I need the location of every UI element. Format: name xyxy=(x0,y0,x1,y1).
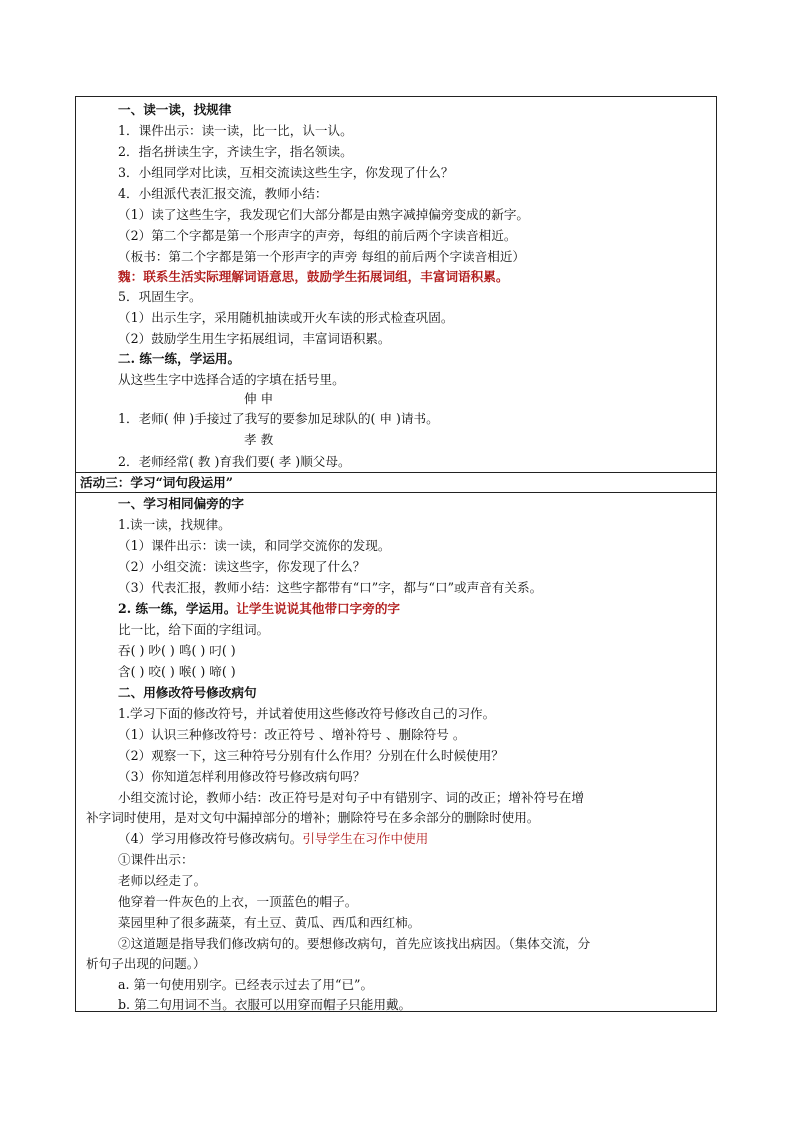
text-line: 小组交流讨论，教师小结：改正符号是对句子中有错别字、词的改正；增补符号在增 xyxy=(118,790,584,805)
text-line: （板书：第二个字都是第一个形声字的声旁 每组的前后两个字读音相近） xyxy=(118,249,526,264)
text-line: 5．巩固生字。 xyxy=(118,289,202,304)
text-line: 3．小组同学对比读，互相交流读这些生字，你发现了什么？ xyxy=(118,165,454,180)
text-line: 析句子出现的问题。） xyxy=(86,956,206,971)
exercise-line: 1．老师( 伸 )手接过了我写的要参加足球队的( 申 )请书。 xyxy=(118,411,439,426)
text-line: 1．课件出示：读一读，比一比，认一认。 xyxy=(118,123,353,138)
teacher-note: 让学生说说其他带口字旁的字 xyxy=(236,601,401,616)
sample-sentence: 他穿着一件灰色的上衣，一顶蓝色的帽子。 xyxy=(118,894,358,909)
text-line: （1）读了这些生字，我发现它们大部分都是由熟字减掉偏旁变成的新字。 xyxy=(118,207,530,222)
text-line: 1.读一读，找规律。 xyxy=(118,517,231,532)
row-divider xyxy=(76,472,716,473)
text-line: 2．指名拼读生字，齐读生字，指名领读。 xyxy=(118,144,353,159)
section-heading: 二. 练一练，学运用。 xyxy=(118,351,241,366)
text-line: （1）出示生字，采用随机抽读或开火车读的形式检查巩固。 xyxy=(118,310,454,325)
text-line: 4．小组派代表汇报交流，教师小结： xyxy=(118,186,328,201)
row-divider xyxy=(76,492,716,493)
text-line: 比一比，给下面的字组词。 xyxy=(118,622,270,637)
text-line: a. 第一句使用别字。已经表示过去了用“已”。 xyxy=(118,977,374,992)
word-choices: 伸 申 xyxy=(244,391,274,406)
exercise-row: 含( ) 咬( ) 喉( ) 啼( ) xyxy=(118,664,236,679)
text-line: 从这些生字中选择合适的字填在括号里。 xyxy=(118,372,345,387)
text-line: 补字词时使用，是对文句中漏掉部分的增补；删除符号在多余部分的删除时使用。 xyxy=(86,810,540,825)
sample-sentence: 老师以经走了。 xyxy=(118,873,207,888)
word-choices: 孝 教 xyxy=(244,432,274,447)
exercise-row: 吞( ) 吵( ) 鸣( ) 叼( ) xyxy=(118,643,236,658)
text-line xyxy=(118,600,400,617)
text-line: b. 第二句用词不当。衣服可以用穿而帽子只能用戴。 xyxy=(118,997,412,1012)
teacher-note: 引导学生在习作中使用 xyxy=(302,831,429,846)
section-heading: 一、读一读，找规律 xyxy=(118,102,232,117)
text-line: （1）课件出示：读一读，和同学交流你的发现。 xyxy=(118,538,391,553)
lesson-table xyxy=(75,96,717,1012)
text-line: 1.学习下面的修改符号，并试着使用这些修改符号修改自己的习作。 xyxy=(118,706,496,721)
text-line: （1）认识三种修改符号：改正符号 、增补符号 、删除符号 。 xyxy=(118,727,466,742)
text-line: （3）代表汇报，教师小结：这些字都带有“口”字，都与“口”或声音有关系。 xyxy=(118,580,543,595)
text-line: （2）鼓励学生用生字拓展组词，丰富词语积累。 xyxy=(118,331,391,346)
teacher-note: 魏：联系生活实际理解词语意思，鼓励学生拓展词组，丰富词语积累。 xyxy=(118,269,509,284)
subheading: 2. 练一练，学运用。 xyxy=(118,601,237,616)
text-line xyxy=(118,830,428,847)
text-line: ②这道题是指导我们修改病句的。要想修改病句，首先应该找出病因。（集体交流，分 xyxy=(118,936,591,951)
section-heading: 二、用修改符号修改病句 xyxy=(118,685,257,700)
text-line: ①课件出示： xyxy=(118,852,194,867)
section-heading: 一、学习相同偏旁的字 xyxy=(118,496,244,511)
text-line: （2）第二个字都是第一个形声字的声旁，每组的前后两个字读音相近。 xyxy=(118,228,517,243)
sample-sentence: 菜园里种了很多蔬菜，有土豆、黄瓜、西瓜和西红柿。 xyxy=(118,915,421,930)
activity-title: 活动三：学习“词句段运用” xyxy=(80,475,234,490)
exercise-line: 2．老师经常( 教 )育我们要( 孝 )顺父母。 xyxy=(118,454,351,469)
text-line: （2）小组交流：读这些字，你发现了什么？ xyxy=(118,559,366,574)
text-line: （3）你知道怎样利用修改符号修改病句吗？ xyxy=(118,769,366,784)
text-line: （2）观察一下，这三种符号分别有什么作用？分别在什么时候使用？ xyxy=(118,748,504,763)
text-fragment: （4）学习用修改符号修改病句。 xyxy=(118,831,303,846)
